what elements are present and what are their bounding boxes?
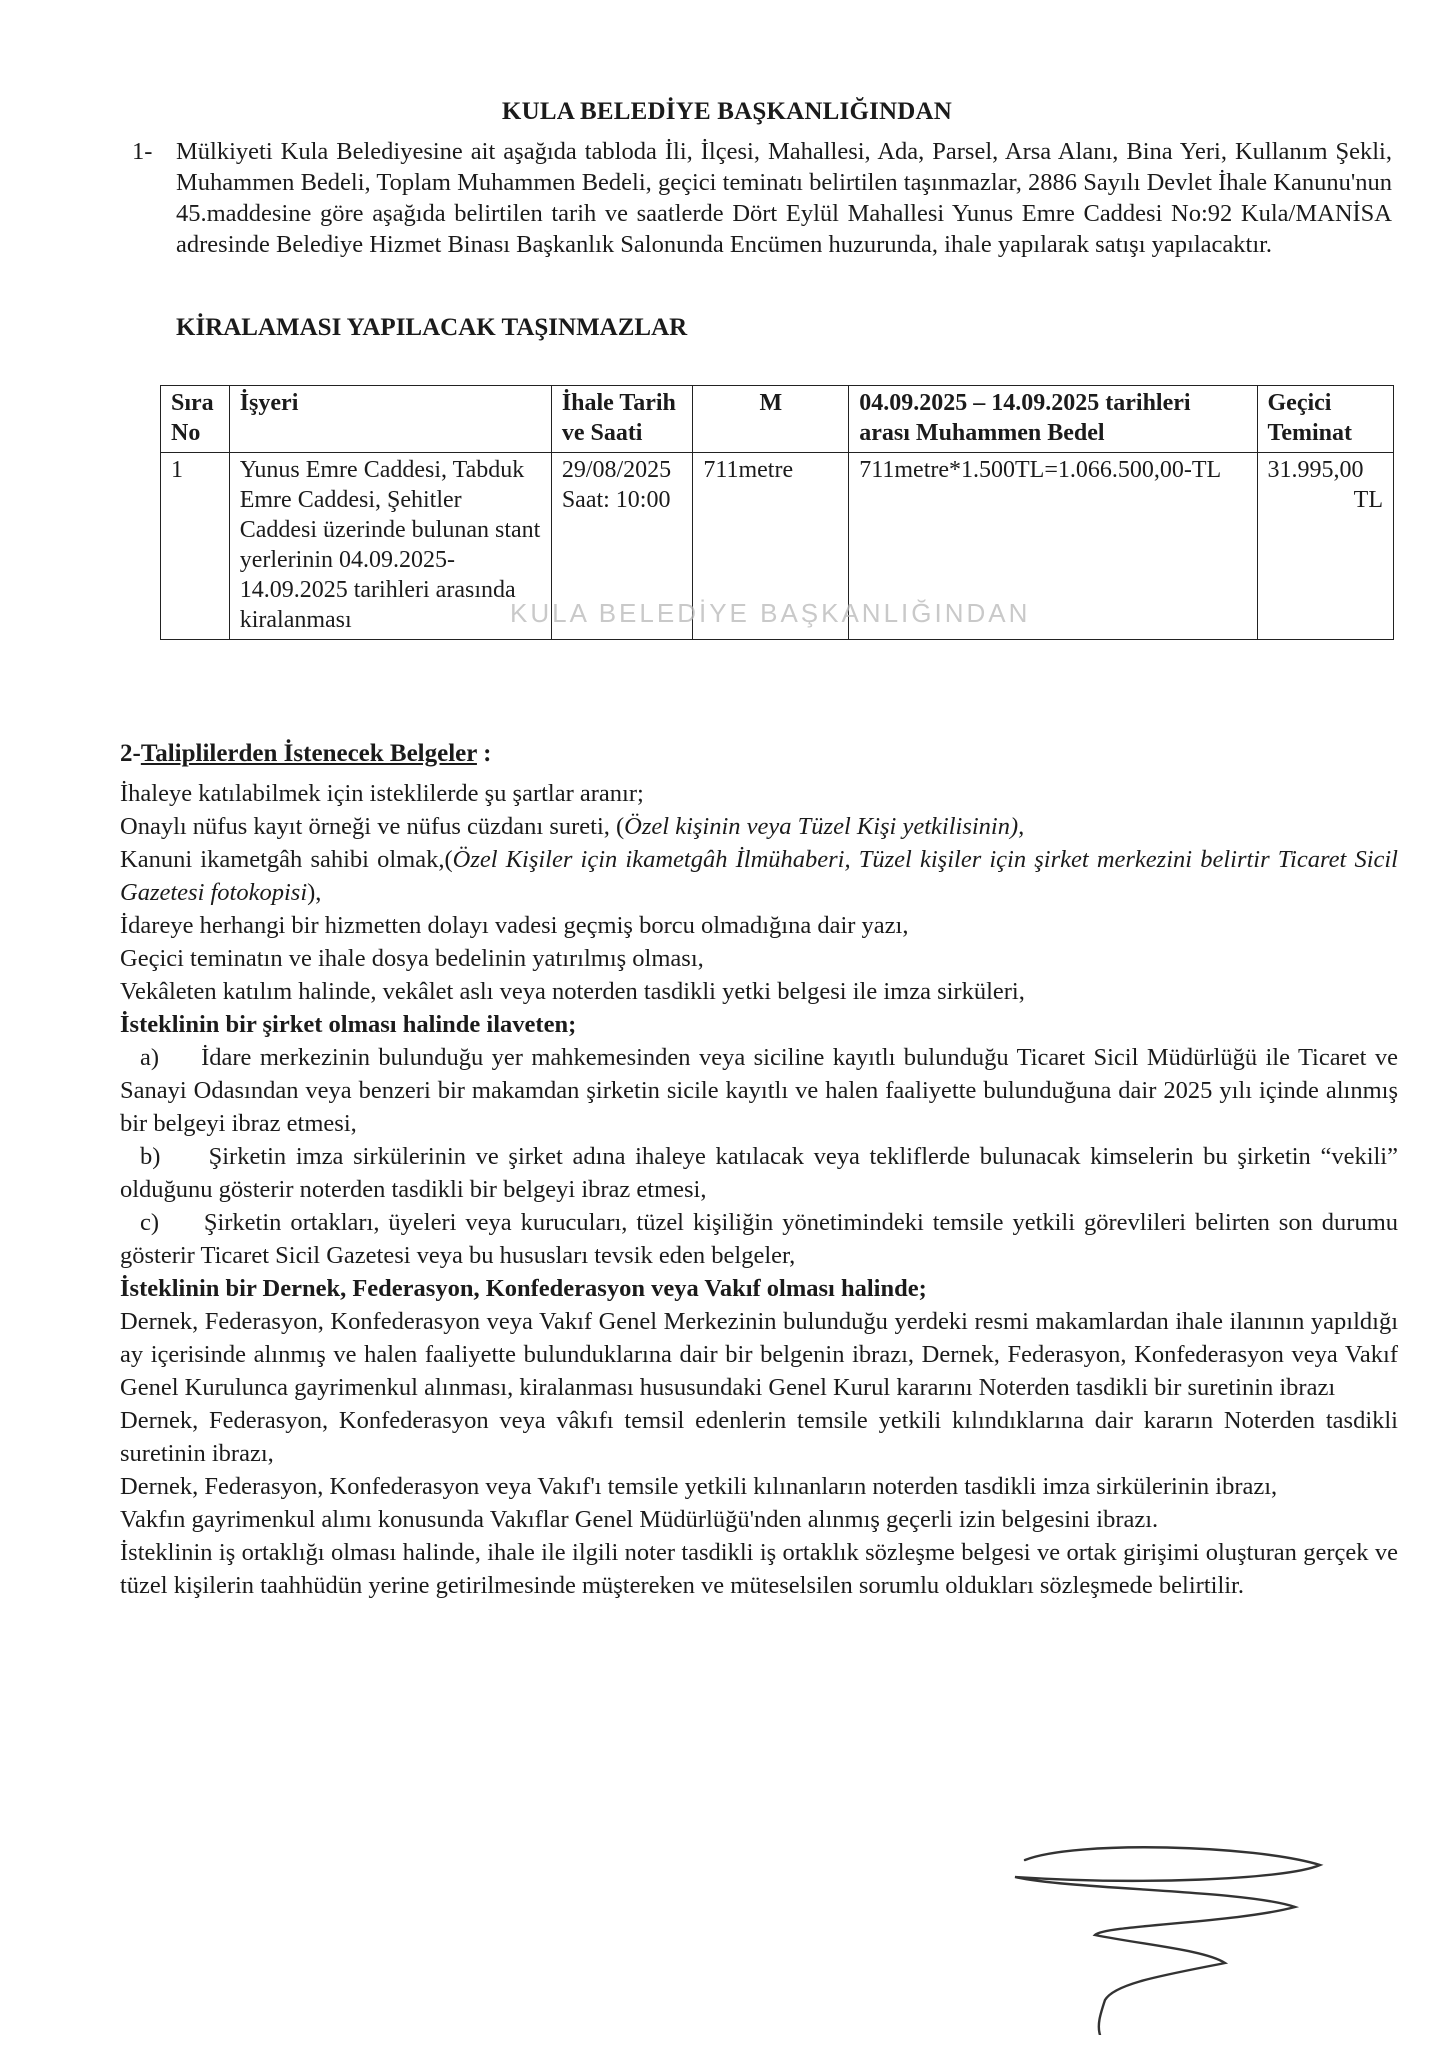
requirement-line: [120, 810, 1398, 843]
header-teminat: Geçici Teminat: [1257, 386, 1393, 453]
header-sira-no: Sıra No: [161, 386, 230, 453]
cell-sira-no: 1: [161, 453, 230, 640]
section-2-title: Taliplilerden İstenecek Belgeler: [140, 740, 477, 767]
faint-stamp: KULA BELEDİYE BAŞKANLIĞINDAN: [510, 598, 1031, 628]
requirement-a: a) İdare merkezinin bulunduğu yer mahkemesinden veya siciline kayıtlı bulunduğu Ticaret Sicil Müdürlüğü ile Ticaret ve Sanayi Odasından veya benzeri bir makamdan şirketin sicile kayıtlı ve halen faaliyette bulunduğuna dair 2025 yılı içinde alınmış bir belgeyi ibraz etmesi,: [120, 1044, 1398, 1137]
requirement-text-end: ),: [307, 879, 322, 906]
requirement-line: İdareye herhangi bir hizmetten dolayı vadesi geçmiş borcu olmadığına dair yazı,: [120, 912, 909, 939]
requirement-line: [120, 843, 1398, 909]
requirement-line: İsteklinin iş ortaklığı olması halinde, ihale ile ilgili noter tasdikli iş ortaklık sözleşme belgesi ve ortak girişimi oluşturan gerçek ve tüzel kişilerin taahhüdün yerine getirilmesinde müştereken ve müteselsilen sorumlu oldukları sözleşmede belirtilir.: [120, 1539, 1398, 1599]
requirement-italic: Özel Kişiler için ikametgâh İlmühaberi, Tüzel kişiler için şirket merkezini belirtir Ticaret Sicil Gazetesi fotokopisi: [120, 846, 1398, 906]
signature-image: [985, 1835, 1345, 2035]
requirements-list: [120, 777, 1398, 1602]
item-1: [132, 136, 1392, 260]
header-bedel: 04.09.2025 – 14.09.2025 tarihleri arası Muhammen Bedel: [849, 386, 1257, 453]
cell-bedel: 711metre*1.500TL=1.066.500,00-TL: [849, 453, 1257, 640]
cell-m: 711metre: [693, 453, 849, 640]
section-2-prefix: 2-: [120, 740, 141, 767]
requirement-line: Dernek, Federasyon, Konfederasyon veya Vakıf Genel Merkezinin bulunduğu yerdeki resmi makamlardan ihale ilanının yapıldığı ay içerisinde alınmış ve halen faaliyette bulunduklarına dair bir belgenin ibrazı, Dernek, Federasyon, Konfederasyon veya Vakıf Genel Kurulunca gayrimenkul alınması, kiralanması hususundaki Genel Kurul kararını Noterden tasdikli bir suretinin ibrazı: [120, 1308, 1398, 1401]
requirement-b: b) Şirketin imza sirkülerinin ve şirket adına ihaleye katılacak veya tekliflerde bulunacak kimselerin bu şirketin “vekili” olduğunu gösterir noterden tasdikli bir belgeyi ibraz etmesi,: [120, 1143, 1398, 1203]
requirement-italic: Özel kişinin veya Tüzel Kişi yetkilisinin),: [624, 813, 1025, 840]
item-1-text: Mülkiyeti Kula Belediyesine ait aşağıda tabloda İli, İlçesi, Mahallesi, Ada, Parsel, Arsa Alanı, Bina Yeri, Kullanım Şekli, Muhammen Bedeli, Toplam Muhammen Bedeli, geçici teminatı belirtilen taşınmazlar, 2886 Sayılı Devlet İhale Kanunu'nun 45.maddesine göre aşağıda belirtilen tarih ve saatlerde Dört Eylül Mahallesi Yunus Emre Caddesi No:92 Kula/MANİSA adresinde Belediye Hizmet Binası Başkanlık Salonunda Encümen huzurunda, ihale yapılarak satışı yapılacaktır.: [176, 138, 1392, 258]
cell-teminat: [1257, 453, 1393, 640]
document-title: KULA BELEDİYE BAŞKANLIĞINDAN: [501, 98, 953, 125]
requirement-line: Geçici teminatın ve ihale dosya bedelinin yatırılmış olması,: [120, 945, 704, 972]
section-2-suffix: :: [476, 740, 492, 767]
table-header-row: [161, 386, 1394, 453]
requirement-line: Vakfın gayrimenkul alımı konusunda Vakıflar Genel Müdürlüğü'nden alınmış geçerli izin belgesini ibrazı.: [120, 1506, 1159, 1533]
cell-isyeri: Yunus Emre Caddesi, Tabduk Emre Caddesi, Şehitler Caddesi üzerinde bulunan stant yerlerinin 04.09.2025-14.09.2025 tarihleri arasında kiralanması: [229, 453, 551, 640]
header-isyeri: İşyeri: [229, 386, 551, 453]
company-heading: İsteklinin bir şirket olması halinde ilaveten;: [120, 1011, 577, 1038]
requirement-c: c) Şirketin ortakları, üyeleri veya kurucuları, tüzel kişiliğin yönetimindeki temsile yetkili görevlileri belirten son durumu gösterir Ticaret Sicil Gazetesi veya bu hususları tevsik eden belgeler,: [120, 1209, 1398, 1269]
requirement-line: Dernek, Federasyon, Konfederasyon veya vâkıfı temsil edenlerin temsile yetkili kılındıklarına dair kararın Noterden tasdikli suretinin ibrazı,: [120, 1407, 1398, 1467]
header-m: M: [693, 386, 849, 453]
cell-teminat-unit: TL: [1353, 487, 1383, 513]
requirements-intro: İhaleye katılabilmek için isteklilerde şu şartlar aranır;: [120, 780, 644, 807]
table-heading: KİRALAMASI YAPILACAK TAŞINMAZLAR: [176, 314, 688, 341]
requirement-line: Dernek, Federasyon, Konfederasyon veya Vakıf'ı temsile yetkili kılınanların noterden tasdikli imza sirkülerinin ibrazı,: [120, 1473, 1278, 1500]
requirement-text: Kanuni ikametgâh sahibi olmak,(: [120, 846, 453, 873]
cell-ihale-tarih: 29/08/2025: [561, 457, 672, 483]
cell-teminat-value: 31.995,00: [1267, 457, 1364, 483]
header-ihale: İhale Tarih ve Saati: [551, 386, 693, 453]
requirement-line: Vekâleten katılım halinde, vekâlet aslı veya noterden tasdikli yetki belgesi ile imza sirküleri,: [120, 978, 1025, 1005]
item-1-number: 1-: [132, 138, 153, 165]
association-heading: İsteklinin bir Dernek, Federasyon, Konfederasyon veya Vakıf olması halinde;: [120, 1275, 927, 1302]
section-2-heading: [120, 740, 492, 768]
cell-ihale-saat: Saat: 10:00: [561, 487, 671, 513]
requirement-text: Onaylı nüfus kayıt örneği ve nüfus cüzdanı sureti, (: [120, 813, 625, 840]
